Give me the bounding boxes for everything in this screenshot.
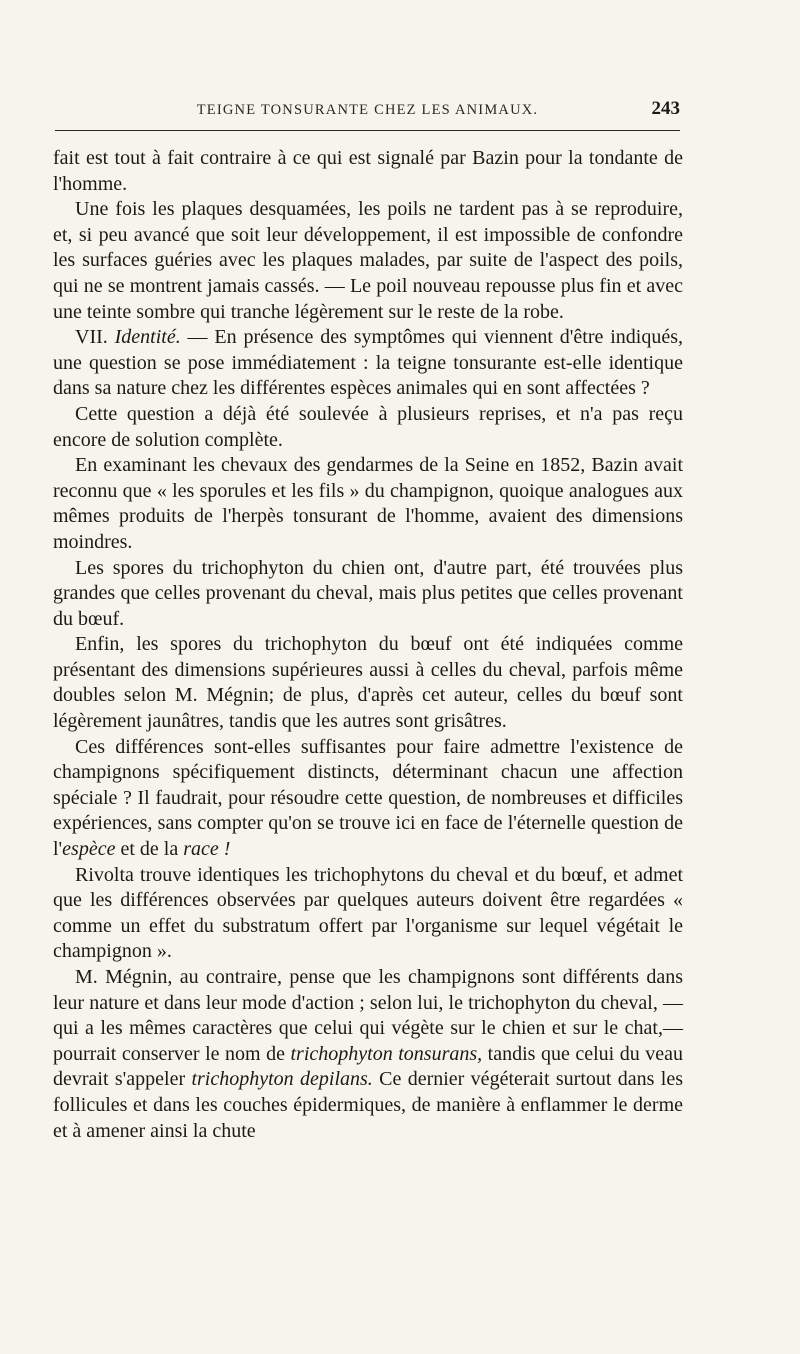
section-text: — En présence des symptômes qui viennent d'être indiqués, une question se pose immédiatement : la teigne tonsurante est-elle identique dans sa nature chez les différentes espèces animales qui en sont affectées ? (53, 326, 683, 400)
paragraph-bazin: En examinant les chevaux des gendarmes de la Seine en 1852, Bazin avait reconnu que « les sporules et les fils » du champignon, quoique analogues aux mêmes produits de l'herpès tonsurant de l'homme, avaient des dimensions moindres. (53, 454, 683, 553)
running-title: TEIGNE TONSURANTE CHEZ LES ANIMAUX. (196, 102, 539, 118)
italic-espece: espèce (62, 838, 116, 861)
section-vii-paragraph (53, 325, 683, 402)
body-text (53, 146, 683, 1144)
italic-race: race ! (183, 838, 231, 861)
header-rule (55, 130, 680, 131)
page-number: 243 (651, 98, 680, 119)
paragraph-question-raised: Cette question a déjà été soulevée à plusieurs reprises, et n'a pas reçu encore de solution complète. (53, 402, 683, 451)
paragraph-dog-spores: Les spores du trichophyton du chien ont, d'autre part, été trouvées plus grandes que celles provenant du cheval, mais plus petites que celles provenant du bœuf. (53, 556, 683, 630)
paragraph-differences: Ces différences sont-elles suffisantes pour faire admettre l'existence de champignons spécifiquement distincts, déterminant chacun une affection spéciale ? Il faudrait, pour résoudre cette question, de nombreuses et difficiles expériences, sans compter qu'on se trouve ici en face de l'éternelle question de l'espèce et de la race ! (53, 735, 683, 861)
running-head (55, 98, 680, 124)
paragraph-ox-spores: Enfin, les spores du trichophyton du bœuf ont été indiquées comme présentant des dimensions supérieures aussi à celles du cheval, parfois même doubles selon M. Mégnin; de plus, d'après cet auteur, celles du bœuf sont légèrement jaunâtres, tandis que les autres sont grisâtres. (53, 633, 683, 733)
italic-tonsurans: trichophyton tonsurans, (290, 1042, 483, 1065)
paragraph-regrowth: Une fois les plaques desquamées, les poils ne tardent pas à se reproduire, et, si peu avancé que soit leur développement, il est impossible de confondre les surfaces guéries avec les plaques malades, par suite de l'aspect des poils, qui ne se montrent jamais cassés. — Le poil nouveau repousse plus fin et avec une teinte sombre qui tranche légèrement sur le reste de la robe. (53, 198, 683, 323)
paragraph-megnin: M. Mégnin, au contraire, pense que les champignons sont différents dans leur nature et dans leur mode d'action ; selon lui, le trichophyton du cheval, — qui a les mêmes caractères que celui qui végète sur le chien et sur le chat,—pourrait conserver le nom de trichophyton tonsurans, tandis que celui du veau devrait s'appeler trichophyton depilans. Ce dernier végéterait surtout dans les follicules et dans les couches épidermiques, de manière à enflammer le derme et à amener ainsi la chute (53, 966, 683, 1142)
section-title: Identité. (114, 326, 181, 349)
paragraph-continuation: fait est tout à fait contraire à ce qui est signalé par Bazin pour la tondante de l'homme. (53, 147, 683, 195)
section-number: VII. (75, 326, 108, 349)
paragraph-rivolta: Rivolta trouve identiques les trichophytons du cheval et du bœuf, et admet que les différences observées par quelques auteurs doivent être regardées « comme un effet du substratum offert par l'organisme sur lequel végétait le champignon ». (53, 863, 683, 963)
italic-depilans: trichophyton depilans. (191, 1068, 373, 1091)
